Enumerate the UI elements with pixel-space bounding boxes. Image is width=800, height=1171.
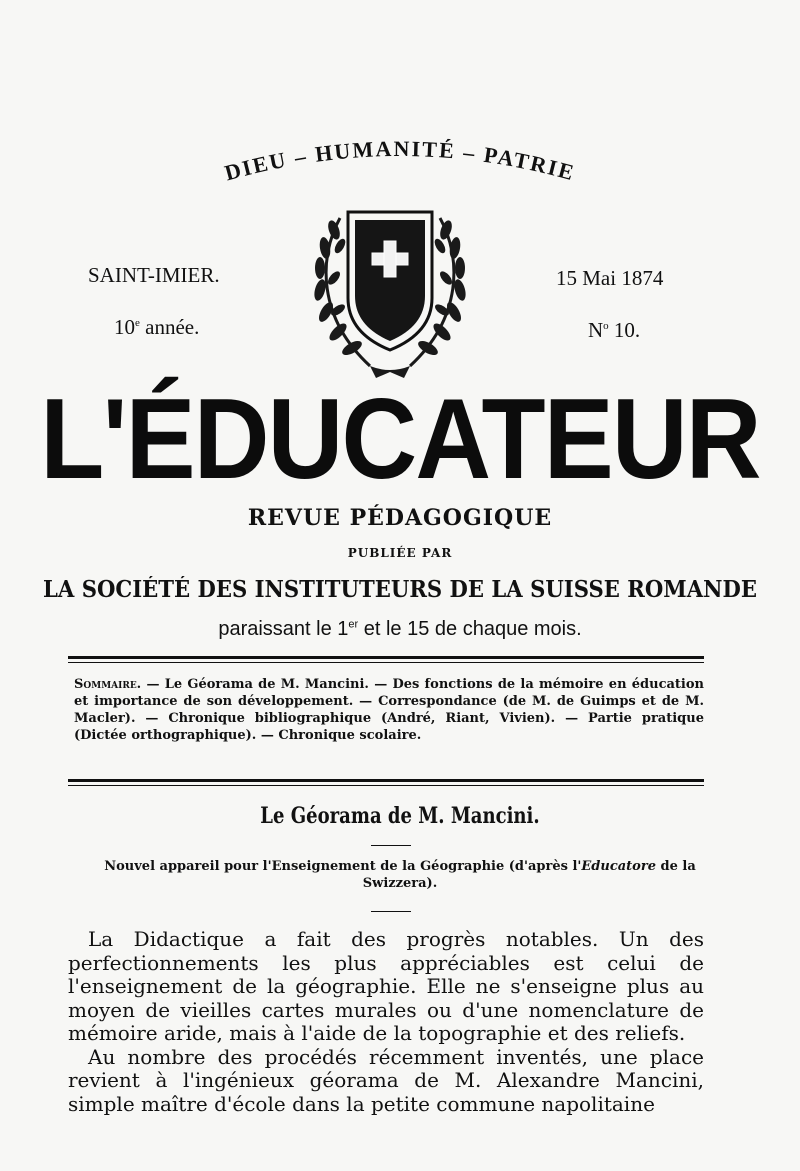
svg-text:DIEU – HUMANITÉ xyxy=(222,136,578,186)
society-name: LA SOCIÉTÉ DES INSTITUTEURS DE LA SUISSE ROMANDE xyxy=(43,576,757,603)
motto-word-patrie: PATRIE xyxy=(482,141,579,186)
double-rule-top xyxy=(68,656,704,663)
issue-number xyxy=(588,318,640,343)
short-rule xyxy=(371,911,411,912)
number-prefix: N xyxy=(588,318,604,342)
masthead-title: L'ÉDUCATEUR xyxy=(40,376,760,503)
article-subtitle-before: Nouvel appareil pour l'Enseignement de la Géographie (d'après l' xyxy=(104,859,582,874)
paragraph: Au nombre des procédés récemment inventés, une place revient à l'ingénieux géorama de M. Alexandre Mancini, simple maître d'école dans la petite commune napolitaine xyxy=(68,1044,704,1116)
year-label xyxy=(114,315,199,340)
double-rule-bottom xyxy=(68,779,704,786)
place-label: SAINT-IMIER. xyxy=(88,263,220,287)
year-number: 10 xyxy=(114,315,135,339)
summary-block xyxy=(74,676,704,744)
year-word: année. xyxy=(145,315,200,339)
article-subtitle xyxy=(80,858,720,892)
short-rule xyxy=(371,845,411,846)
number-suffix: o xyxy=(603,320,609,332)
article-subtitle-after: de la Swizzera). xyxy=(362,859,696,891)
number-value: 10. xyxy=(613,318,641,342)
frequency-before: paraissant le 1 xyxy=(218,618,349,640)
motto-word-humanite: HUMANITÉ xyxy=(313,135,457,167)
article-body xyxy=(68,928,704,1116)
paragraph: La Didactique a fait des progrès notables. Un des perfectionnements les plus appréciables est celui de l'enseignement de la géographie. Elle ne s'enseigne plus au moyen de vieilles cartes murales ou d'une nomenclature de mémoire aride, mais à l'aide de la topographie et des reliefs. xyxy=(68,927,704,1045)
issue-date: 15 Mai 1874 xyxy=(556,266,664,290)
motto-arc xyxy=(160,118,640,208)
frequency-sup: er xyxy=(348,618,359,631)
motto-separator: – xyxy=(462,139,478,166)
article-subtitle-italic: Educatore xyxy=(581,859,656,874)
motto-word-dieu: DIEU xyxy=(221,146,290,186)
summary-text: — Le Géorama de M. Mancini. — Des fonctions de la mémoire en éducation et importance de son développement. — Correspondance (de M. de Guimps et de M. Macler). — Chronique bibliographique (André, Riant, Vivien). — Partie pratique (Dictée orthographique). — Chronique scolaire. xyxy=(74,677,704,743)
summary-label: Sommaire. xyxy=(74,677,142,692)
swiss-shield-icon xyxy=(300,198,480,383)
article-title: Le Géorama de M. Mancini. xyxy=(260,803,540,829)
subtitle: REVUE PÉDAGOGIQUE xyxy=(247,505,553,531)
year-suffix: e xyxy=(135,317,140,329)
motto-separator: – xyxy=(292,143,310,170)
published-by: PUBLIÉE PAR xyxy=(347,546,453,560)
frequency-after: et le 15 de chaque mois. xyxy=(358,618,582,640)
frequency-line xyxy=(0,618,800,641)
